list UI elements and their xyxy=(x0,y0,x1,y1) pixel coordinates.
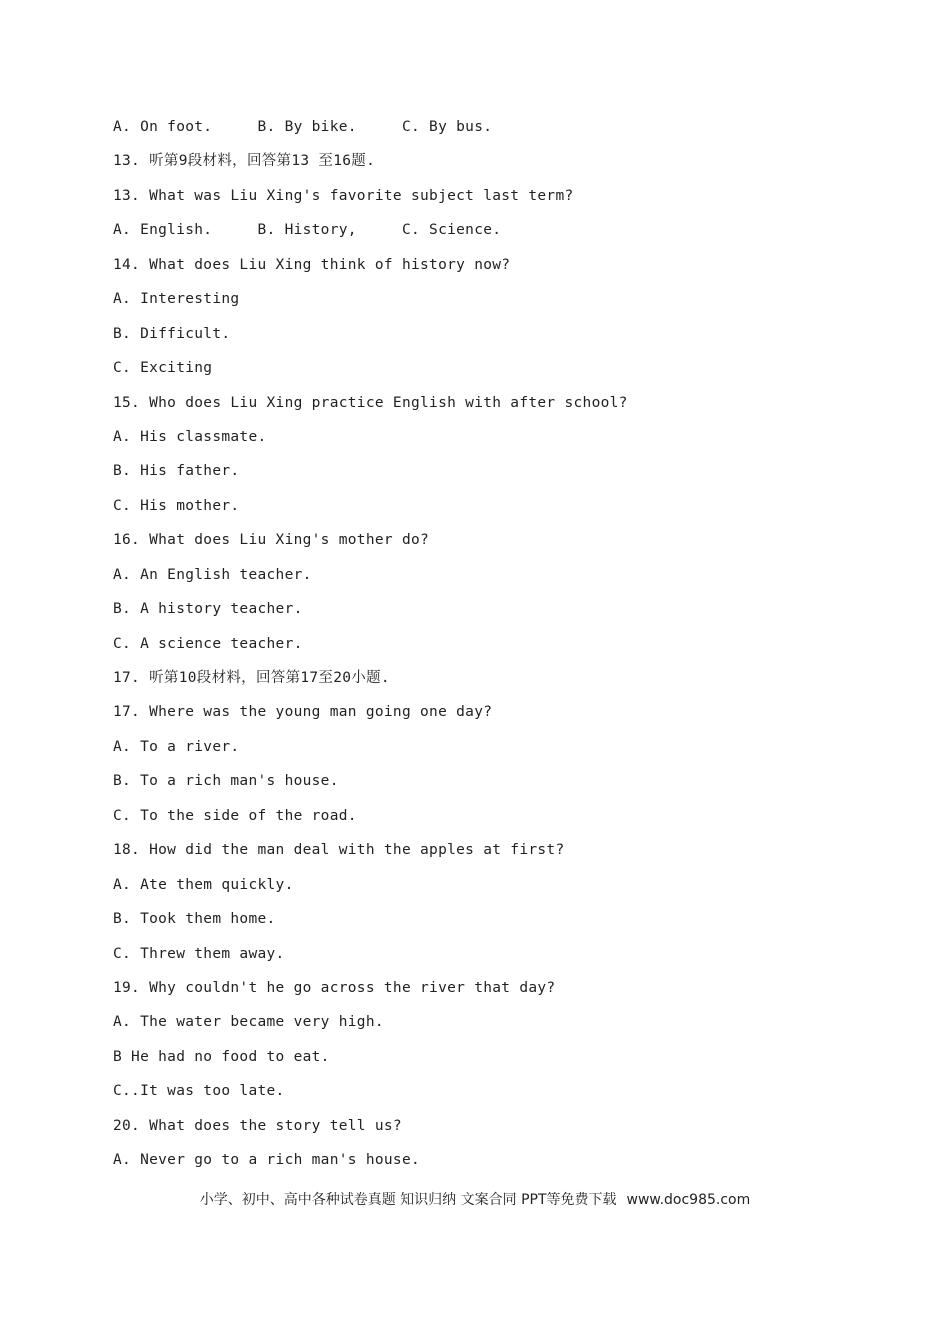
footer-url: www.doc985.com xyxy=(626,1192,751,1208)
option-14-a: A. Interesting xyxy=(113,291,240,308)
option-15-b: B. His father. xyxy=(113,463,240,480)
option-18-a: A. Ate them quickly. xyxy=(113,876,294,893)
answer-options-13: A. English. B. History, C. Science. xyxy=(113,222,502,239)
option-19-a: A. The water became very high. xyxy=(113,1014,384,1031)
option-16-c: C. A science teacher. xyxy=(113,635,303,652)
question-17: 17. Where was the young man going one day? xyxy=(113,704,493,721)
question-13: 13. What was Liu Xing's favorite subject last term? xyxy=(113,187,574,204)
option-14-b: B. Difficult. xyxy=(113,325,231,342)
option-18-b: B. Took them home. xyxy=(113,911,276,928)
option-16-b: B. A history teacher. xyxy=(113,601,303,618)
option-17-b: B. To a rich man's house. xyxy=(113,773,339,790)
option-19-b: B He had no food to eat. xyxy=(113,1048,330,1065)
section-instruction-10: 17. 听第10段材料，回答第17至20小题. xyxy=(113,670,390,686)
option-15-c: C. His mother. xyxy=(113,497,240,514)
footer-text: 小学、初中、高中各种试卷真题 知识归纳 文案合同 PPT等免费下载 xyxy=(199,1192,617,1208)
question-15: 15. Who does Liu Xing practice English with after school? xyxy=(113,394,628,411)
option-14-c: C. Exciting xyxy=(113,360,213,377)
page-footer xyxy=(0,1189,950,1209)
question-19: 19. Why couldn't he go across the river that day? xyxy=(113,979,556,996)
option-17-c: C. To the side of the road. xyxy=(113,807,357,824)
question-20: 20. What does the story tell us? xyxy=(113,1117,402,1134)
question-14: 14. What does Liu Xing think of history now? xyxy=(113,256,511,273)
exam-content xyxy=(113,116,873,1184)
section-instruction-9: 13. 听第9段材料，回答第13 至16题. xyxy=(113,153,376,170)
option-18-c: C. Threw them away. xyxy=(113,945,285,962)
question-18: 18. How did the man deal with the apples at first? xyxy=(113,842,565,859)
question-16: 16. What does Liu Xing's mother do? xyxy=(113,532,430,549)
option-20-a: A. Never go to a rich man's house. xyxy=(113,1152,421,1169)
option-19-c: C..It was too late. xyxy=(113,1083,285,1100)
option-16-a: A. An English teacher. xyxy=(113,566,312,583)
option-15-a: A. His classmate. xyxy=(113,428,267,445)
answer-options-12: A. On foot. B. By bike. C. By bus. xyxy=(113,119,493,135)
option-17-a: A. To a river. xyxy=(113,738,240,755)
